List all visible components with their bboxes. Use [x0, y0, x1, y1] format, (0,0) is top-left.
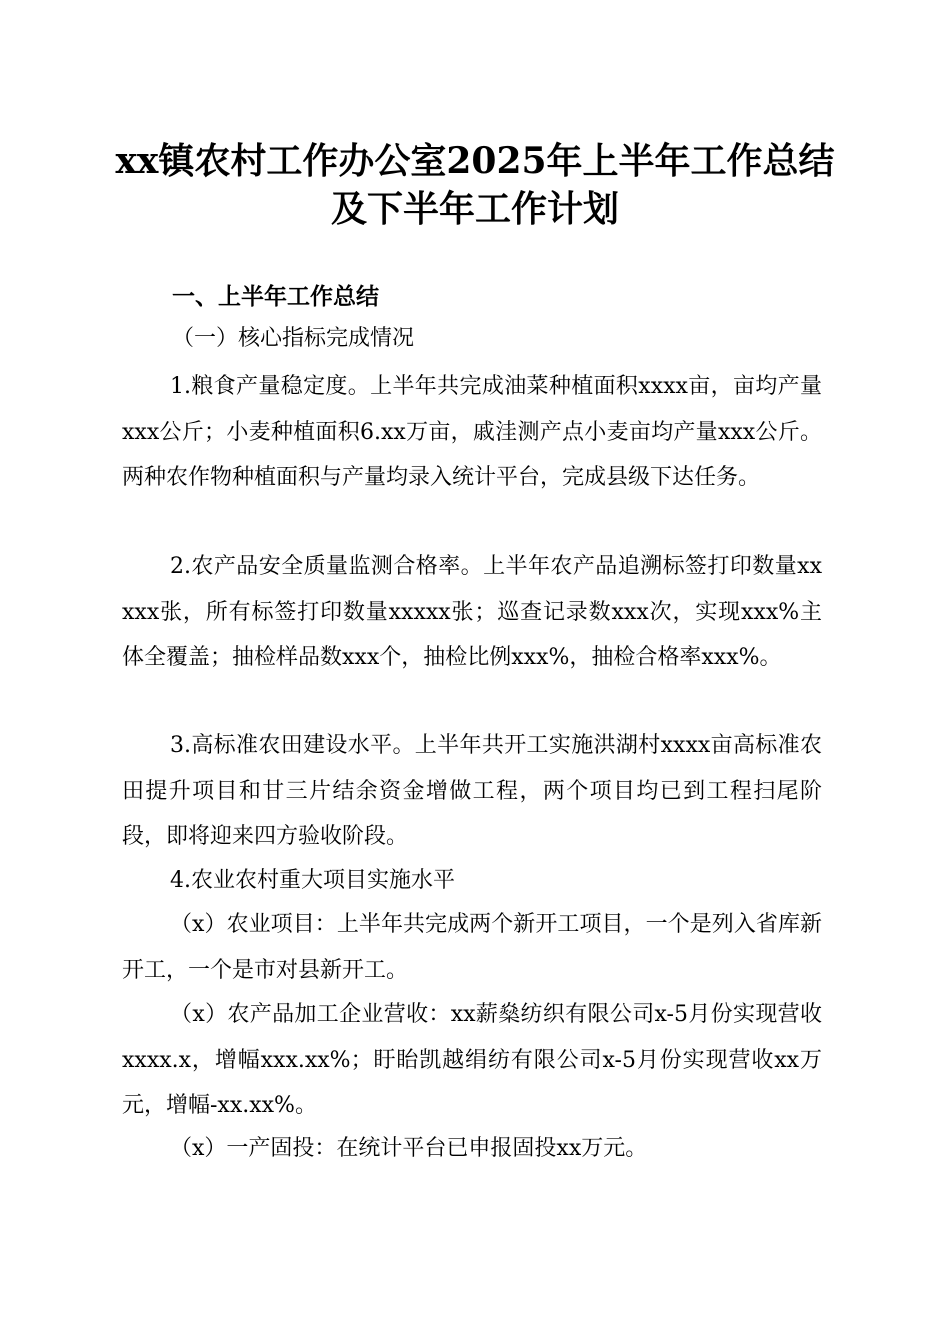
- section-heading: 一、上半年工作总结: [172, 284, 379, 310]
- document-title-line-2: 及下半年工作计划: [330, 188, 619, 230]
- paragraph-grain-output: 1.粮食产量稳定度。上半年共完成油菜种植面积xxxx亩，亩均产量xxx公斤；小麦种植面积6.xx万亩，戚洼测产点小麦亩均产量xxx公斤。两种农作物种植面积与产量均录入统计平台，完成县级下达任务。: [122, 374, 823, 490]
- subsection-heading: （一）核心指标完成情况: [172, 326, 415, 351]
- paragraph-processing-revenue: （x）农产品加工企业营收：xx薪燊纺织有限公司x-5月份实现营收xxxx.x，增幅xxx.xx%；盱眙凯越绢纺有限公司x-5月份实现营收xx万元，增幅-xx.xx%。: [122, 1002, 822, 1118]
- paragraph-farmland-construction: 3.高标准农田建设水平。上半年共开工实施洪湖村xxxx亩高标准农田提升项目和甘三片结余资金增做工程，两个项目均已到工程扫尾阶段，即将迎来四方验收阶段。: [122, 733, 822, 849]
- paragraph-product-safety: 2.农产品安全质量监测合格率。上半年农产品追溯标签打印数量xxxxx张，所有标签打印数量xxxxx张；巡查记录数xxx次，实现xxx%主体全覆盖；抽检样品数xxx个，抽检比例xxx%，抽检合格率xxx%。: [122, 554, 822, 670]
- paragraph-agricultural-projects: （x）农业项目：上半年共完成两个新开工项目，一个是列入省库新开工，一个是市对县新开工。: [122, 912, 822, 983]
- paragraph-major-projects-heading: 4.农业农村重大项目实施水平: [170, 868, 455, 893]
- document-title-line-1: xx镇农村工作办公室2025年上半年工作总结: [115, 140, 835, 182]
- paragraph-fixed-investment: （x）一产固投：在统计平台已申报固投xx万元。: [170, 1136, 648, 1161]
